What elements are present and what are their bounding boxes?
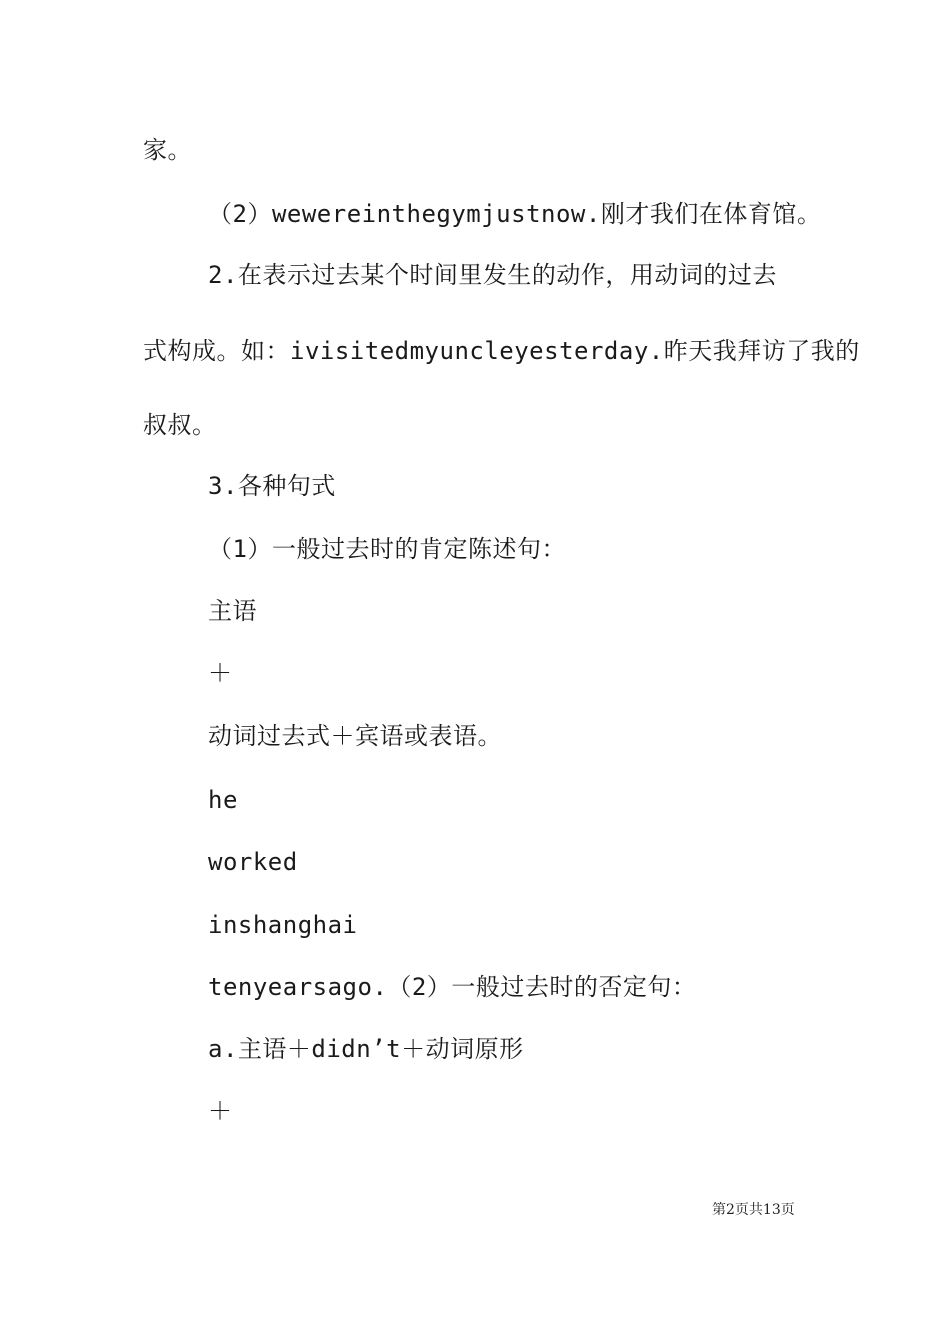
text-line-8: 主语 <box>208 597 257 625</box>
plus-sign-2: ＋ <box>208 1097 233 1125</box>
text-line-15: a.主语＋didn’t＋动词原形 <box>208 1035 524 1063</box>
text-line-2: （2）wewereinthegymjustnow.刚才我们在体育馆。 <box>208 200 822 228</box>
page-number: 第2页共13页 <box>712 1202 795 1218</box>
text-line-5: 叔叔。 <box>143 411 217 439</box>
text-line-3: 2.在表示过去某个时间里发生的动作，用动词的过去 <box>208 261 777 289</box>
text-line-12: worked <box>208 848 298 876</box>
text-line-7: （1）一般过去时的肯定陈述句： <box>208 535 566 563</box>
text-line-10: 动词过去式＋宾语或表语。 <box>208 722 502 750</box>
text-line-14: tenyearsago.（2）一般过去时的否定句： <box>208 973 697 1001</box>
text-line-13: inshanghai <box>208 911 358 939</box>
section-heading: 3.各种句式 <box>208 472 336 500</box>
plus-sign: ＋ <box>208 659 233 687</box>
text-line-1: 家。 <box>143 136 192 164</box>
text-line-4: 式构成。如：ivisitedmyuncleyesterday.昨天我拜访了我的 <box>143 337 860 365</box>
text-line-11: he <box>208 786 238 814</box>
